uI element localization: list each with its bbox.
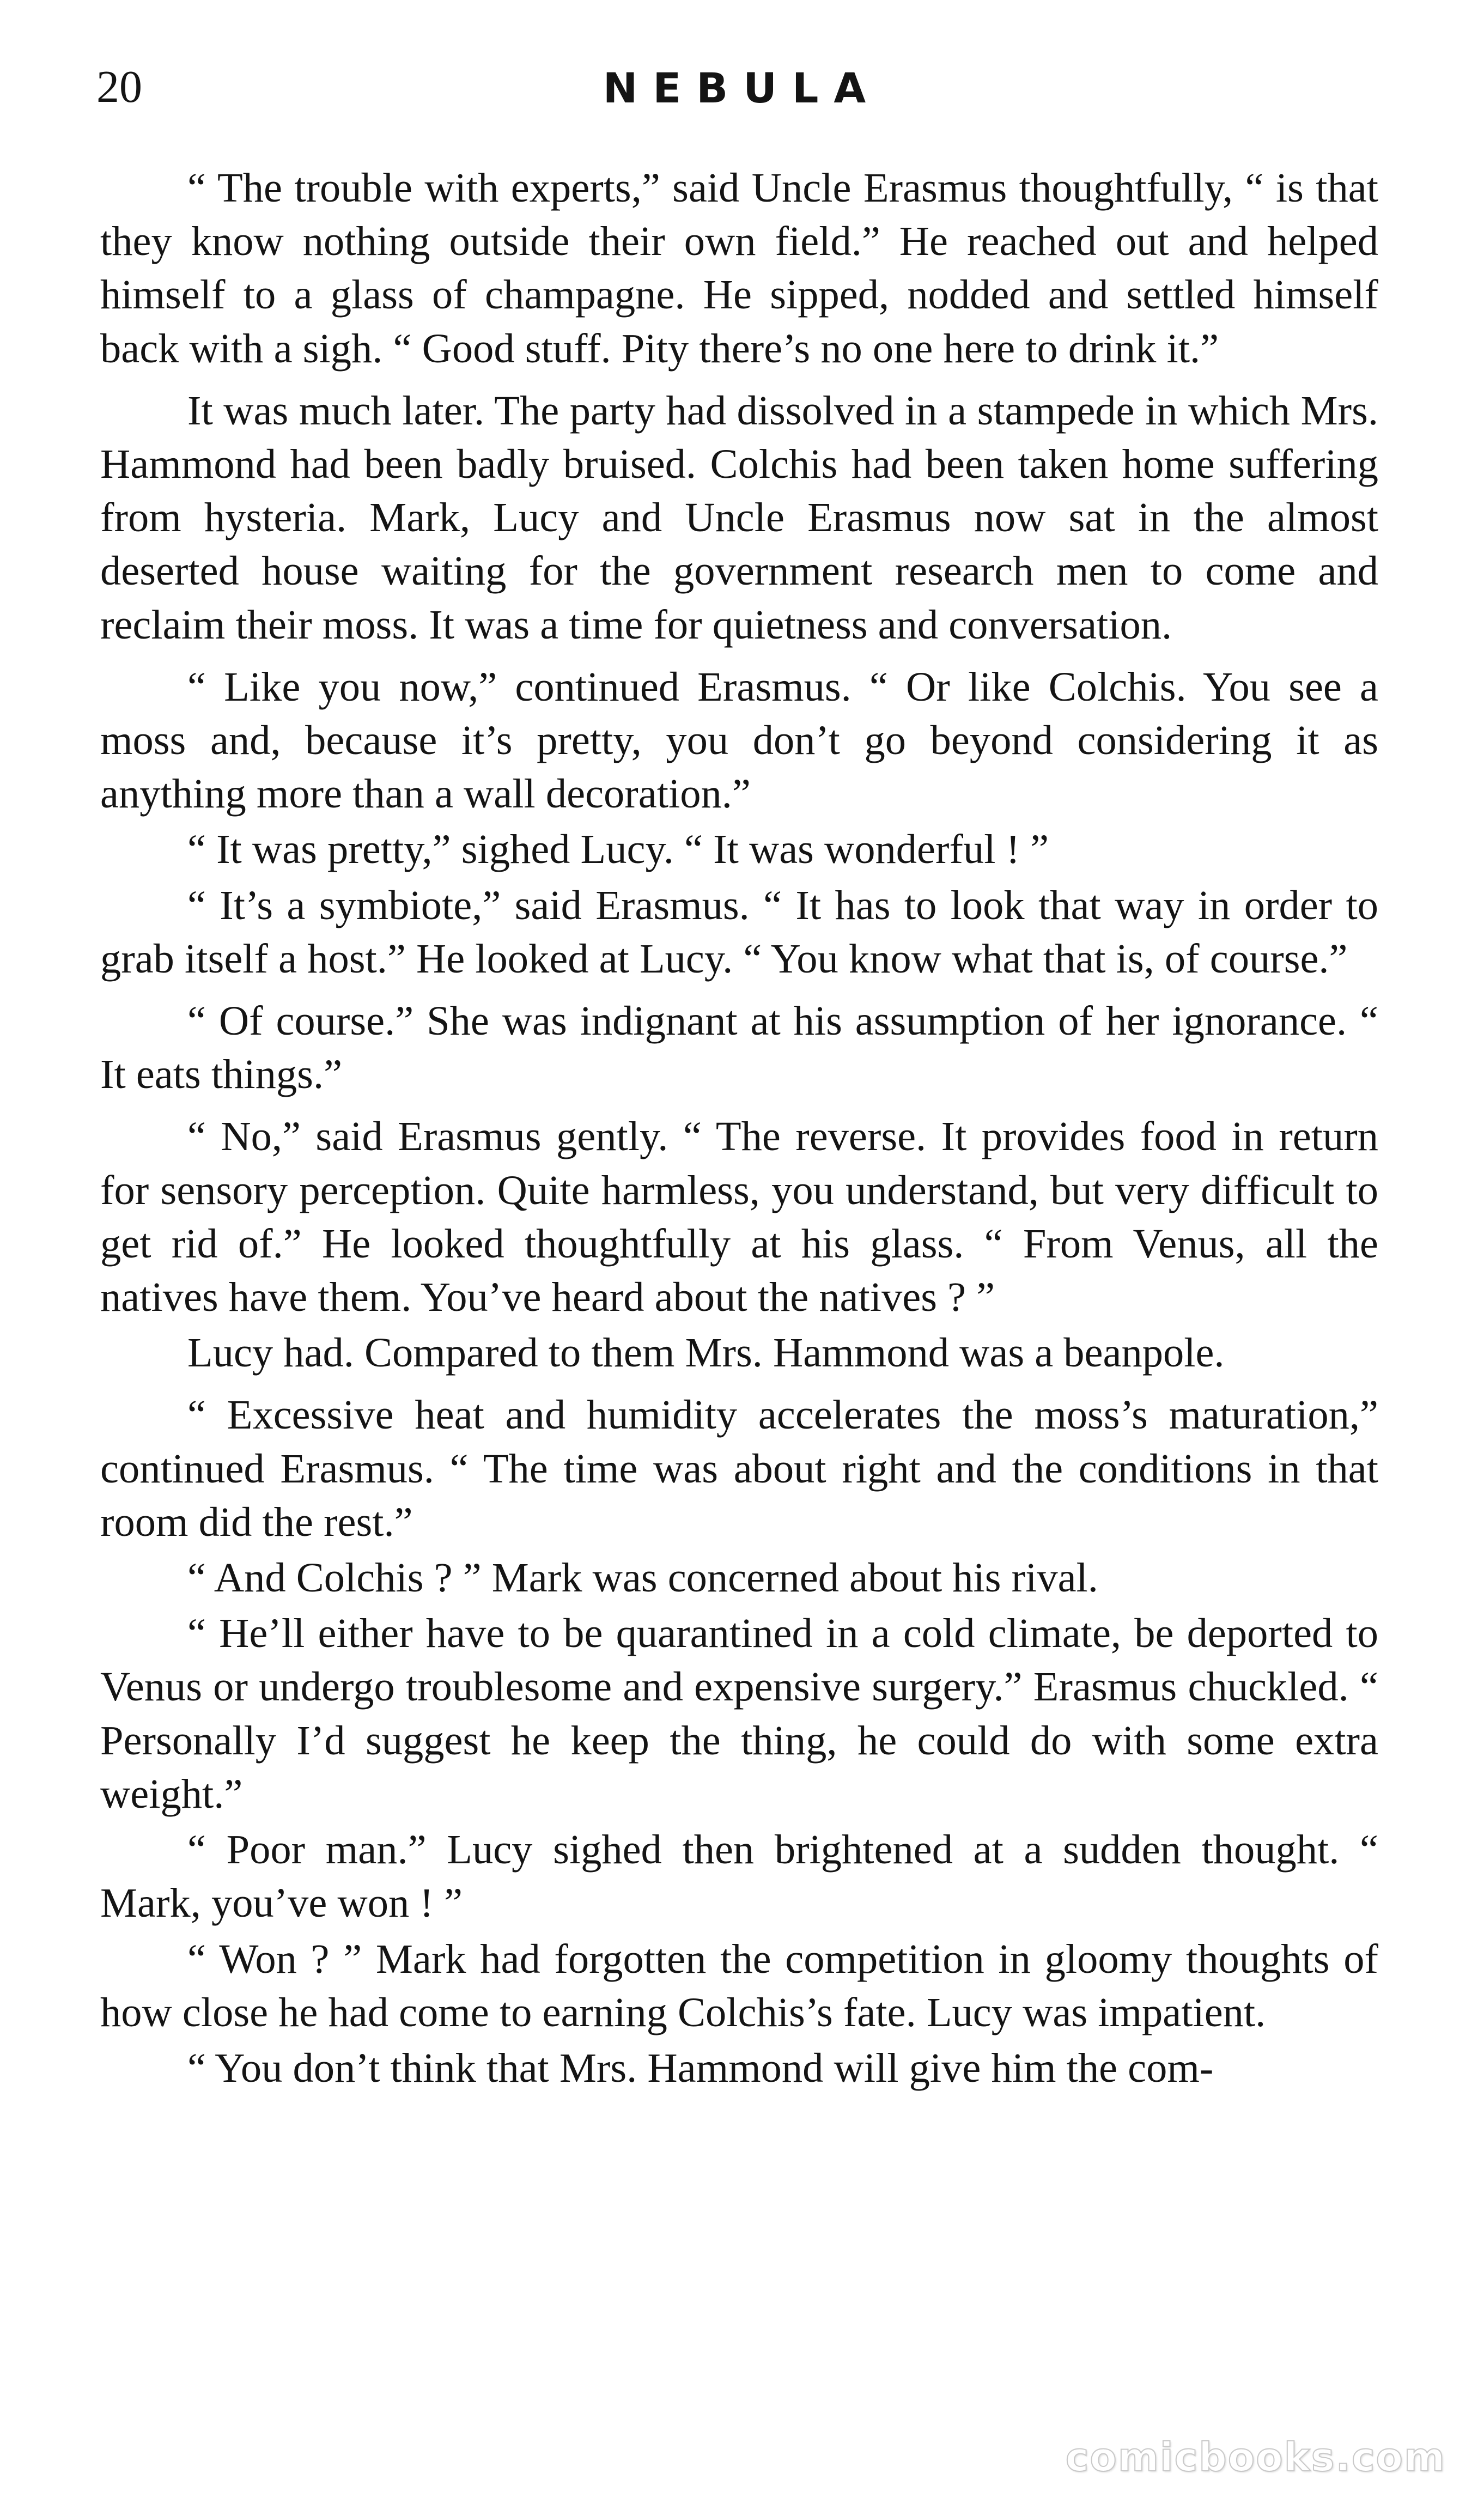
paragraph: “ The trouble with experts,” said Uncle Erasmus thoughtfully, “ is that they know nothing outside their own field.” He reached out and helped himself to a glass of champagne. He sipped, nodded and settled himself back with a sigh. “ Good stuff. Pity there’s no one here to drink it.” bbox=[100, 165, 1378, 372]
paragraph: “ Won ? ” Mark had forgotten the competition in gloomy thoughts of how close he had come to earning Colchis’s fate. Lucy was impatient. bbox=[100, 1935, 1378, 2035]
paragraph: “ No,” said Erasmus gently. “ The reverse. It provides food in return for sensory perception. Quite harmless, you understand, but very difficult to get rid of.” He looked thoughtfully at his glass. “ From Venus, all the natives have them. You’ve heard about the natives ? ” bbox=[100, 1113, 1378, 1321]
watermark: comicbooks.com bbox=[1065, 2434, 1446, 2480]
paragraph: “ Of course.” She was indignant at his assumption of her ignorance. “ It eats things.” bbox=[100, 998, 1378, 1098]
paragraph: “ It’s a symbiote,” said Erasmus. “ It has to look that way in order to grab itself a host.” He looked at Lucy. “ You know what that is, of course.” bbox=[100, 882, 1378, 982]
paragraph: “ Like you now,” continued Erasmus. “ Or like Colchis. You see a moss and, because it’s pretty, you don’t go beyond considering it as anything more than a wall decoration.” bbox=[100, 663, 1378, 817]
paragraph: “ You don’t think that Mrs. Hammond will give him the com- bbox=[187, 2044, 1214, 2091]
paragraph: It was much later. The party had dissolved in a stampede in which Mrs. Hammond had been badly bruised. Colchis had been taken home suffering from hysteria. Mark, Lucy and Uncle Erasmus now sat in the almost deserted house waiting for the government research men to come and reclaim their moss. It was a time for quietness and conversation. bbox=[100, 387, 1378, 648]
running-head: NEBULA bbox=[603, 64, 881, 112]
paragraph: “ And Colchis ? ” Mark was concerned about his rival. bbox=[187, 1554, 1098, 1601]
page-number: 20 bbox=[96, 62, 142, 112]
paragraph: “ It was pretty,” sighed Lucy. “ It was wonderful ! ” bbox=[187, 826, 1049, 873]
paragraph: “ He’ll either have to be quarantined in a cold climate, be deported to Venus or undergo troublesome and expensive surgery.” Erasmus chuckled. “ Personally I’d suggest he keep the thing, he could do with some extra weight.” bbox=[100, 1610, 1378, 1817]
paragraph: “ Poor man.” Lucy sighed then brightened at a sudden thought. “ Mark, you’ve won ! ” bbox=[100, 1826, 1378, 1926]
paragraph: Lucy had. Compared to them Mrs. Hammond was a beanpole. bbox=[187, 1329, 1225, 1376]
paragraph: “ Excessive heat and humidity accelerates the moss’s maturation,” continued Erasmus. “ The time was about right and the conditions in that room did the rest.” bbox=[100, 1391, 1378, 1545]
body-text bbox=[100, 161, 1378, 2097]
